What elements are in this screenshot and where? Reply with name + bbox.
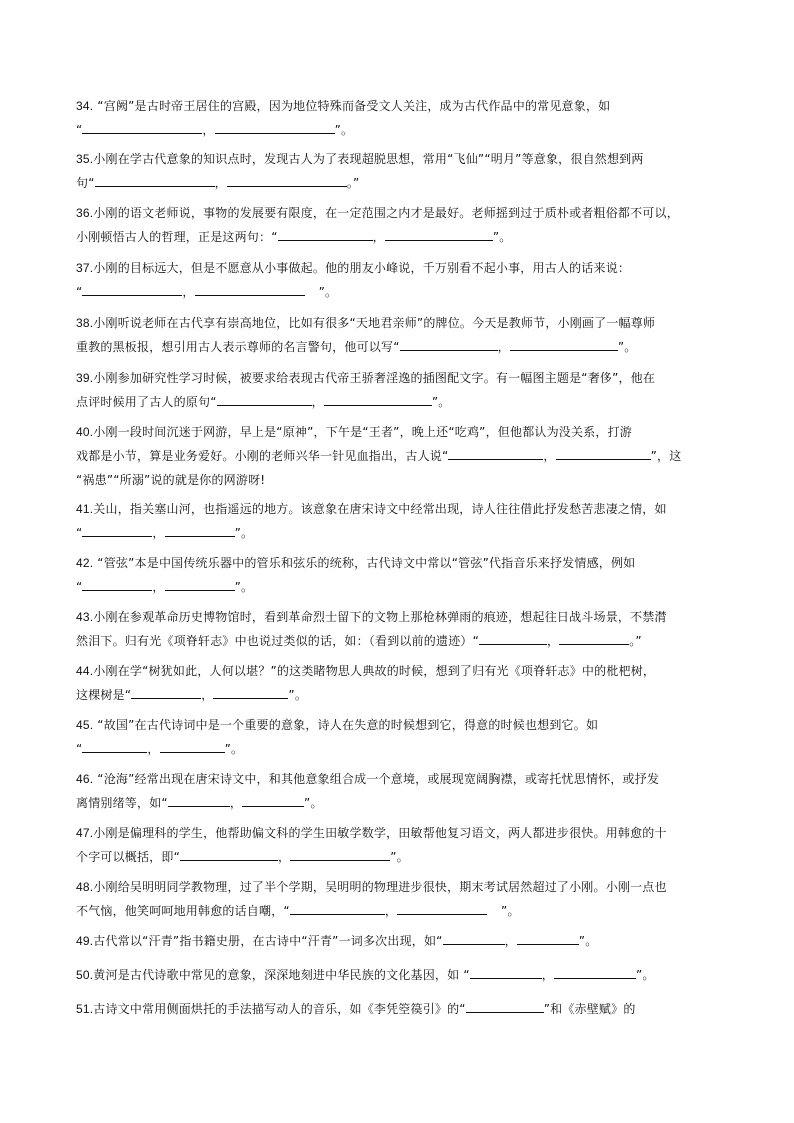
question-number: 47.: [76, 826, 94, 840]
question-text: ”。: [492, 230, 512, 244]
question-text: ”。: [224, 742, 244, 756]
question-text: “: [76, 123, 83, 137]
question-number: 35.: [76, 152, 94, 166]
question-text: “: [76, 285, 83, 299]
question-text: “: [76, 742, 83, 756]
answer-blank[interactable]: [517, 930, 579, 945]
question-39: [76, 366, 724, 414]
question-text: 小刚一段时间沉迷于网游，早上是“原神”，下午是“王者”，晚上还“吃鸡”，但他都认为没关系，打游: [93, 425, 633, 439]
question-number: 46.: [76, 772, 94, 786]
question-text: ”。: [234, 526, 254, 540]
answer-blank[interactable]: [168, 792, 230, 807]
question-text: ，: [384, 904, 398, 918]
question-text: ，: [201, 688, 214, 702]
question-text: 小刚参加研究性学习时候，被要求给表现古代帝王骄奢淫逸的插图配文字。有一幅图主题是“奢侈”，他在: [93, 371, 656, 385]
answer-blank[interactable]: [510, 336, 618, 351]
question-42: [76, 551, 724, 599]
answer-blank[interactable]: [242, 792, 304, 807]
question-text: ，: [547, 634, 560, 648]
question-text: ”。: [234, 580, 254, 594]
question-text: “: [76, 526, 83, 540]
question-text: ，: [229, 796, 243, 810]
answer-blank[interactable]: [554, 964, 636, 979]
question-text: “祸患”“所溺”说的就是你的网游呀!: [76, 473, 266, 487]
question-text: 小刚的语文老师说，事物的发展要有限度，在一定范围之内才是最好。老师摇到过于质朴或者粗俗都不可以，: [93, 206, 679, 220]
question-text: “沧海”经常出现在唐宋诗文中，和其他意象组合成一个意境，或展现宽阔胸襟，或寄托忧思情怀，或抒发: [93, 772, 660, 786]
question-number: 39.: [76, 371, 94, 385]
question-text: 小刚在参观革命历史博物馆时，看到革命烈士留下的文物上那枪林弹雨的痕迹，想起往日战斗场景，不禁潸: [93, 610, 667, 624]
answer-blank[interactable]: [278, 226, 373, 241]
question-50: [76, 963, 724, 987]
answer-blank[interactable]: [95, 172, 215, 187]
answer-blank[interactable]: [559, 630, 629, 645]
question-text: “宫阙”是古时帝王居住的宫殿，因为地位特殊而备受文人关注，成为古代作品中的常见意象，如: [93, 99, 611, 113]
question-40: [76, 420, 724, 492]
question-48: [76, 875, 724, 923]
question-text: 点评时候用了古人的原句“: [76, 395, 217, 409]
question-text: ”。: [304, 796, 323, 810]
question-text: 黄河是古代诗歌中常见的意象，深深地刻进中华民族的文化基因，如 “: [93, 968, 470, 982]
question-text: 小刚给吴明明同学教物理，过了半个学期，吴明明的物理进步很快，期末考试居然超过了小刚。小刚一点也: [93, 880, 667, 894]
answer-blank[interactable]: [400, 336, 498, 351]
question-38: [76, 311, 724, 359]
question-text: 小刚听说老师在古代享有崇高地位，比如有很多“天地君亲师”的牌位。今天是教师节，小刚画了一幅尊师: [93, 316, 656, 330]
question-text: “管弦”本是中国传统乐器中的管乐和弦乐的统称，古代诗文中常以“管弦”代指音乐来抒发情感，例如: [93, 556, 636, 570]
answer-blank[interactable]: [290, 846, 390, 861]
question-text: 重教的黑板报，想引用古人表示尊师的名言警句，他可以写“: [76, 340, 400, 354]
question-text: 不气恼，他笑呵呵地用韩愈的话自嘲，“: [76, 904, 290, 918]
question-number: 49.: [76, 934, 94, 948]
answer-blank[interactable]: [165, 576, 235, 591]
question-number: 43.: [76, 610, 94, 624]
question-number: 44.: [76, 664, 94, 678]
answer-blank[interactable]: [82, 738, 147, 753]
question-text: ，: [372, 230, 385, 244]
question-text: 小刚是偏理科的学生，他帮助偏文科的学生田敏学数学，田敏帮他复习语文，两人都进步很快。用韩愈的十: [93, 826, 667, 840]
question-text: ，: [147, 742, 160, 756]
question-text: ”。: [318, 285, 338, 299]
answer-blank[interactable]: [160, 738, 225, 753]
question-text: ”。: [635, 968, 655, 982]
answer-blank[interactable]: [556, 445, 651, 460]
question-text: ，: [504, 934, 517, 948]
question-text: ，: [214, 176, 227, 190]
question-number: 40.: [76, 425, 94, 439]
question-41: [76, 497, 724, 545]
question-text: ”，这: [650, 449, 682, 463]
question-text: 戏都是小节，算是业务爱好。小刚的老师兴华一针见血指出，古人说“: [76, 449, 449, 463]
question-text: ，: [152, 580, 165, 594]
question-text: 小刚顿悟古人的哲理，正是这两句：“: [76, 230, 278, 244]
question-49: [76, 929, 724, 953]
question-text: ，: [202, 123, 215, 137]
question-text: ”。: [617, 340, 637, 354]
question-47: [76, 821, 724, 869]
question-number: 41.: [76, 502, 94, 516]
question-number: 48.: [76, 880, 94, 894]
question-text: 小刚在学“树犹如此，人何以堪？”的这类睹物思人典故的时候，想到了归有光《项脊轩志》中的枇杷树，: [93, 664, 656, 678]
answer-blank[interactable]: [215, 119, 335, 134]
answer-blank[interactable]: [448, 445, 543, 460]
question-number: 42.: [76, 556, 94, 570]
answer-blank[interactable]: [180, 846, 278, 861]
answer-blank[interactable]: [290, 900, 385, 915]
question-number: 36.: [76, 206, 94, 220]
question-text: ，: [543, 449, 556, 463]
answer-blank[interactable]: [466, 998, 544, 1013]
question-number: 45.: [76, 718, 94, 732]
question-text: “故国”在古代诗词中是一个重要的意象，诗人在失意的时候想到它，得意的时候也想到它。如: [93, 718, 599, 732]
question-text: 古诗文中常用侧面烘托的手法描写动人的音乐，如《李凭箜篌引》的“: [93, 1002, 466, 1016]
question-46: [76, 767, 724, 815]
question-text: ，: [152, 526, 165, 540]
question-text: 这棵树是“: [76, 688, 132, 702]
question-text: 小刚在学古代意象的知识点时，发现古人为了表现超脱思想，常用“飞仙”“明月”等意象，很自然想到两: [93, 152, 644, 166]
question-43: [76, 605, 724, 653]
question-number: 50.: [76, 968, 94, 982]
question-text: ”。: [578, 934, 598, 948]
question-text: ”。: [288, 688, 308, 702]
question-51: [76, 997, 724, 1021]
question-34: [76, 94, 724, 142]
answer-blank[interactable]: [443, 930, 505, 945]
answer-blank[interactable]: [195, 281, 305, 296]
question-text: ”。: [501, 904, 520, 918]
question-text: 个字可以概括，即“: [76, 850, 181, 864]
question-text: 离情别绪等，如“: [76, 796, 168, 810]
question-number: 37.: [76, 261, 94, 275]
question-number: 38.: [76, 316, 94, 330]
question-text: 然泪下。归有光《项脊轩志》中也说过类似的话，如：（看到以前的遗迹）“: [76, 634, 480, 648]
question-44: [76, 659, 724, 707]
question-text: ”。: [431, 395, 451, 409]
answer-blank[interactable]: [165, 522, 235, 537]
answer-blank[interactable]: [82, 576, 152, 591]
question-text: ，: [541, 968, 554, 982]
question-text: 关山，指关塞山河，也指遥远的地方。该意象在唐宋诗文中经常出现，诗人往往借此抒发愁苦悲凄之情，如: [93, 502, 667, 516]
question-number: 34.: [76, 99, 94, 113]
answer-blank[interactable]: [82, 522, 152, 537]
question-text: “: [76, 580, 83, 594]
answer-blank[interactable]: [227, 172, 347, 187]
question-35: [76, 147, 724, 195]
question-37: [76, 256, 724, 304]
question-text: 句“: [76, 176, 95, 190]
answer-blank[interactable]: [397, 900, 487, 915]
answer-blank[interactable]: [385, 226, 493, 241]
answer-blank[interactable]: [217, 391, 312, 406]
question-text: 古代常以“汗青”指书籍史册，在古诗中“汗青”一词多次出现，如“: [93, 934, 443, 948]
question-number: 51.: [76, 1002, 94, 1016]
answer-blank[interactable]: [470, 964, 542, 979]
answer-blank[interactable]: [479, 630, 547, 645]
answer-blank[interactable]: [82, 119, 202, 134]
question-text: 小刚的目标远大，但是不愿意从小事做起。他的朋友小峰说，千万别看不起小事，用古人的话来说：: [93, 261, 631, 275]
question-45: [76, 713, 724, 761]
question-text: ，: [497, 340, 510, 354]
answer-blank[interactable]: [82, 281, 182, 296]
question-text: 。”: [346, 176, 360, 190]
question-text: ，: [182, 285, 195, 299]
answer-blank[interactable]: [324, 391, 432, 406]
question-text: ”和《赤壁赋》的: [543, 1002, 636, 1016]
question-text: ”。: [334, 123, 354, 137]
question-36: [76, 201, 724, 249]
question-text: 。”: [629, 634, 642, 648]
answer-blank[interactable]: [213, 684, 288, 699]
question-text: ”。: [390, 850, 409, 864]
answer-blank[interactable]: [131, 684, 201, 699]
question-text: ，: [278, 850, 291, 864]
question-text: ，: [311, 395, 324, 409]
